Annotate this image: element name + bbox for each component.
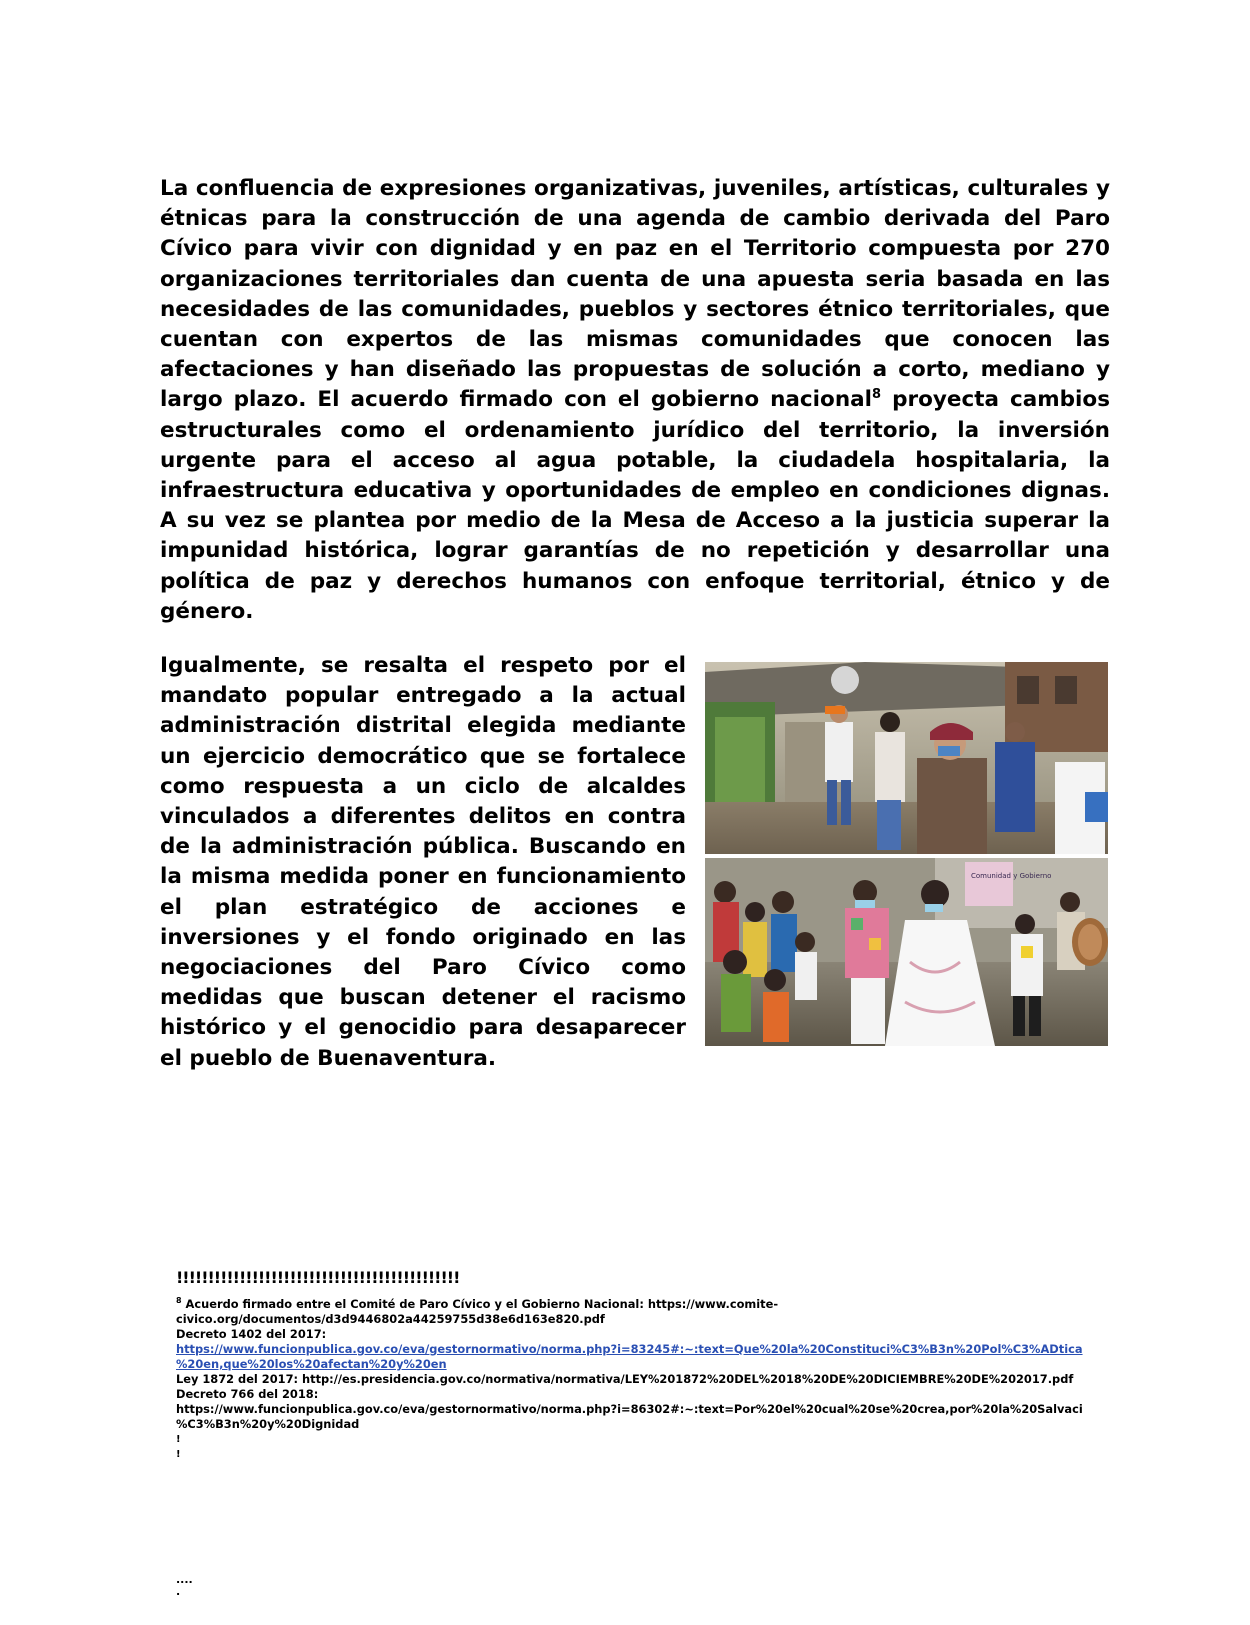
community-photo-collage [705, 662, 1108, 1046]
footnote-mark-1: ! [176, 1434, 181, 1445]
footnote-link-decreto-766: https://www.funcionpublica.gov.co/eva/gestornormativo/norma.php?i=86302#:~:text=Por%20el%20cual%20se%20crea,por%20la%20Salvaci [176, 1402, 1083, 1416]
paragraph-1-text-continued: proyecta cambios estructurales como el ordenamiento jurídico del territorio, la inversión urgente para el acceso al agua potable, la ciudadela hospitalaria, la infraestructura educativa y oportunidades de empleo en condiciones dignas. A su vez se plantea por medio de la Mesa de Acceso a la justicia superar la impunidad histórica, lograr garantías de no repetición y desarrollar una política de paz y derechos humanos con enfoque territorial, étnico y de género. [160, 387, 1110, 624]
footnote-decreto-1402: Decreto 1402 del 2017: [176, 1327, 327, 1341]
footnote-number: 8 [176, 1296, 182, 1306]
body-paragraph-2: Igualmente, se resalta el respeto por el mandato popular entregado a la actual administración distrital elegida mediante un ejercicio democrático que se fortalece como respuesta a un ciclo de alcaldes vinculados a diferentes delitos en contra de la administración pública. Buscando en la misma medida poner en funcionamiento el plan estratégico de acciones e inversiones y el fondo originado en las negociaciones del Paro Cívico como medidas que buscan detener el racismo histórico y el genocidio para desaparecer el pueblo de Buenaventura. [160, 653, 686, 1071]
body-paragraph-1 [160, 174, 1110, 627]
bottom-dot: . [176, 1585, 181, 1598]
footnote-link-decreto-1402[interactable]: https://www.funcionpublica.gov.co/eva/gestornormativo/norma.php?i=83245#:~:text=Que%20la%20Constituci%C3%B3n%20Pol%C3%ADtica [176, 1342, 1083, 1356]
footnote-ley-1872: Ley 1872 del 2017: http://es.presidencia.gov.co/normativa/normativa/LEY%201872%20DEL%2018%20DE%20DICIEMBRE%20DE%202017.pdf [176, 1372, 1074, 1386]
footnote-separator: !!!!!!!!!!!!!!!!!!!!!!!!!!!!!!!!!!!!!!!!!!!!! [176, 1268, 460, 1287]
sign-text: Comunidad y Gobierno [971, 872, 1052, 880]
footnotes [176, 1297, 1116, 1462]
footnote-mark-2: ! [176, 1449, 181, 1460]
footnote-reference-8[interactable]: 8 [872, 387, 882, 403]
footnote-8-line-1: $^8$ Acuerdo firmado entre el Comité de Paro Cívico y el Gobierno Nacional: https://www.comite- [176, 1296, 779, 1311]
photo-illustration [705, 662, 1108, 1046]
footnote-link-decreto-1402-continued[interactable]: %20en,que%20los%20afectan%20y%20en [176, 1357, 447, 1371]
footnote-8-line-2: civico.org/documentos/d3d9446802a44259755d38e6d163e820.pdf [176, 1312, 605, 1326]
paragraph-1-text: La confluencia de expresiones organizativas, juveniles, artísticas, culturales y étnicas para la construcción de una agenda de cambio derivada del Paro Cívico para vivir con dignidad y en paz en el Territorio compuesta por 270 organizaciones territoriales dan cuenta de una apuesta seria basada en las necesidades de las comunidades, pueblos y sectores étnico territoriales, que cuentan con expertos de las mismas comunidades que conocen las afectaciones y han diseñado las propuestas de solución a corto, mediano y largo plazo. El acuerdo firmado con el gobierno nacional [160, 176, 1110, 413]
page-bottom-marks [176, 1574, 193, 1598]
footnote-link-decreto-766-continued: %C3%B3n%20y%20Dignidad [176, 1417, 360, 1431]
footnote-decreto-766: Decreto 766 del 2018: [176, 1387, 319, 1401]
bottom-dots: .... [176, 1573, 193, 1586]
